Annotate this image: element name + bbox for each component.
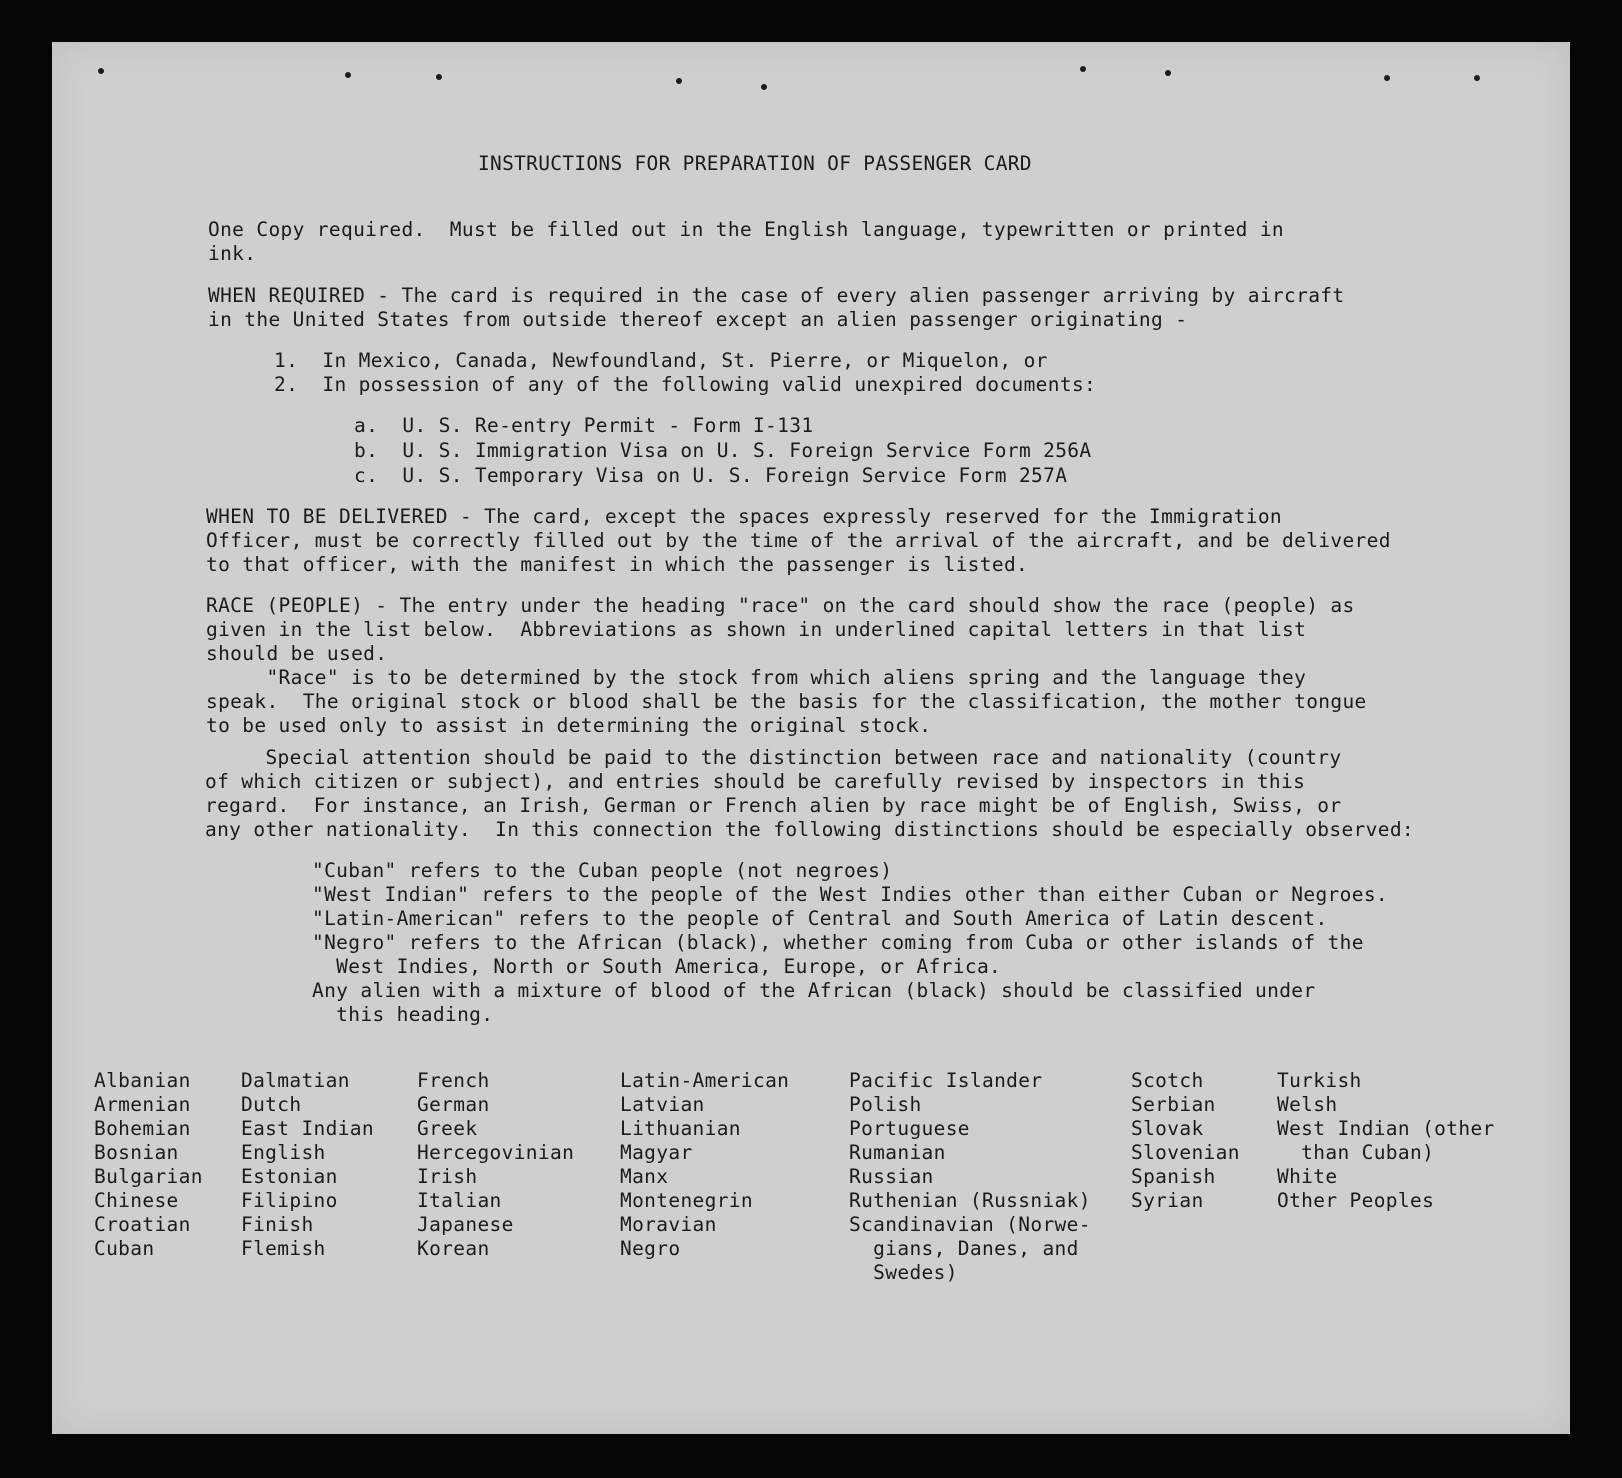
race-item: Bohemian: [94, 1117, 191, 1140]
when-delivered-line: Officer, must be correctly filled out by the time of the arrival of the aircraft, and be delivered: [206, 529, 1391, 552]
race-item: Portuguese: [849, 1117, 970, 1140]
punch-speck: [1474, 75, 1480, 81]
document-item: b. U. S. Immigration Visa on U. S. Foreign Service Form 256A: [354, 439, 1092, 462]
race-item: Bulgarian: [94, 1165, 203, 1188]
race-item: Pacific Islander: [849, 1069, 1043, 1092]
race-paragraph-line: "Race" is to be determined by the stock from which aliens spring and the language they: [206, 666, 1307, 689]
race-item: Flemish: [241, 1237, 326, 1260]
intro-line: ink.: [208, 242, 257, 265]
race-item: Serbian: [1131, 1093, 1216, 1116]
punch-speck: [436, 74, 442, 80]
document-item: c. U. S. Temporary Visa on U. S. Foreign Service Form 257A: [354, 464, 1068, 487]
race-item: Japanese: [417, 1213, 514, 1236]
race-item: Latin-American: [620, 1069, 790, 1092]
document-item: a. U. S. Re-entry Permit - Form I-131: [354, 414, 814, 437]
when-delivered-line: to that officer, with the manifest in which the passenger is listed.: [206, 553, 1029, 576]
punch-speck: [345, 72, 351, 78]
when-required-line: in the United States from outside thereof except an alien passenger originating -: [208, 308, 1188, 331]
race-item: Other Peoples: [1277, 1189, 1435, 1212]
race-item: Lithuanian: [620, 1117, 741, 1140]
race-item: Greek: [417, 1117, 478, 1140]
race-item: Albanian: [94, 1069, 191, 1092]
race-item: English: [241, 1141, 326, 1164]
race-item: Manx: [620, 1165, 669, 1188]
race-item: Syrian: [1131, 1189, 1204, 1212]
race-item: Russian: [849, 1165, 934, 1188]
punch-speck: [761, 84, 767, 90]
race-item: Magyar: [620, 1141, 693, 1164]
punch-speck: [98, 68, 104, 74]
punch-speck: [1384, 75, 1390, 81]
race-paragraph-line: speak. The original stock or blood shall be the basis for the classification, the mother tongue: [206, 690, 1367, 713]
when-delivered-line: WHEN TO BE DELIVERED - The card, except the spaces expressly reserved for the Immigration: [206, 505, 1283, 528]
race-item: Scandinavian (Norwe-: [849, 1213, 1091, 1236]
race-item: Estonian: [241, 1165, 338, 1188]
distinction-line: "West Indian" refers to the people of the West Indies other than either Cuban or Negroes.: [312, 883, 1389, 906]
race-item: German: [417, 1093, 490, 1116]
race-item: Croatian: [94, 1213, 191, 1236]
race-item: Finish: [241, 1213, 314, 1236]
race-item: West Indian (other: [1277, 1117, 1495, 1140]
race-paragraph-line: given in the list below. Abbreviations as shown in underlined capital letters in that list: [206, 618, 1307, 641]
race-item: Dalmatian: [241, 1069, 350, 1092]
required-item: 2. In possession of any of the following valid unexpired documents:: [274, 373, 1097, 396]
race-item: Rumanian: [849, 1141, 946, 1164]
required-item: 1. In Mexico, Canada, Newfoundland, St. Pierre, or Miquelon, or: [274, 349, 1048, 372]
when-required-line: WHEN REQUIRED - The card is required in the case of every alien passenger arriving by aircraft: [208, 284, 1345, 307]
race-item: Spanish: [1131, 1165, 1216, 1188]
distinction-line: this heading.: [312, 1003, 494, 1026]
punch-speck: [676, 78, 682, 84]
race-item: Filipino: [241, 1189, 338, 1212]
race-item: Hercegovinian: [417, 1141, 575, 1164]
race-item: Dutch: [241, 1093, 302, 1116]
race-item: Irish: [417, 1165, 478, 1188]
race-item: Italian: [417, 1189, 502, 1212]
punch-speck: [1080, 66, 1086, 72]
distinction-line: Any alien with a mixture of blood of the African (black) should be classified under: [312, 979, 1316, 1002]
race-item: Ruthenian (Russniak): [849, 1189, 1091, 1212]
race-item: Bosnian: [94, 1141, 179, 1164]
race-item: Korean: [417, 1237, 490, 1260]
race-item: Moravian: [620, 1213, 717, 1236]
race-item: gians, Danes, and: [849, 1237, 1079, 1260]
race-item: Turkish: [1277, 1069, 1362, 1092]
special-attention-line: of which citizen or subject), and entries should be carefully revised by inspectors in this: [205, 770, 1306, 793]
race-item: Montenegrin: [620, 1189, 753, 1212]
special-attention-line: any other nationality. In this connection the following distinctions should be especially observed:: [205, 818, 1414, 841]
race-item: Swedes): [849, 1261, 958, 1284]
distinction-line: West Indies, North or South America, Europe, or Africa.: [312, 955, 1002, 978]
race-item: Slovak: [1131, 1117, 1204, 1140]
distinction-line: "Negro" refers to the African (black), whether coming from Cuba or other islands of the: [312, 931, 1364, 954]
race-item: Welsh: [1277, 1093, 1338, 1116]
race-item: Latvian: [620, 1093, 705, 1116]
distinction-line: "Cuban" refers to the Cuban people (not negroes): [312, 859, 893, 882]
distinction-line: "Latin-American" refers to the people of Central and South America of Latin descent.: [312, 907, 1328, 930]
race-item: Polish: [849, 1093, 922, 1116]
race-item: French: [417, 1069, 490, 1092]
intro-line: One Copy required. Must be filled out in the English language, typewritten or printed in: [208, 218, 1285, 241]
special-attention-line: regard. For instance, an Irish, German or French alien by race might be of English, Swiss, or: [205, 794, 1342, 817]
race-item: Armenian: [94, 1093, 191, 1116]
document-title: INSTRUCTIONS FOR PREPARATION OF PASSENGER CARD: [478, 152, 1032, 175]
race-item: Chinese: [94, 1189, 179, 1212]
race-item: White: [1277, 1165, 1338, 1188]
race-item: Negro: [620, 1237, 681, 1260]
race-item: Slovenian: [1131, 1141, 1240, 1164]
race-item: East Indian: [241, 1117, 374, 1140]
race-item: Scotch: [1131, 1069, 1204, 1092]
race-item: Cuban: [94, 1237, 155, 1260]
race-paragraph-line: should be used.: [206, 642, 388, 665]
race-paragraph-line: RACE (PEOPLE) - The entry under the heading "race" on the card should show the race (people) as: [206, 594, 1355, 617]
punch-speck: [1165, 70, 1171, 76]
race-paragraph-line: to be used only to assist in determining the original stock.: [206, 714, 932, 737]
special-attention-line: Special attention should be paid to the distinction between race and nationality (country: [205, 746, 1342, 769]
race-item: than Cuban): [1277, 1141, 1435, 1164]
